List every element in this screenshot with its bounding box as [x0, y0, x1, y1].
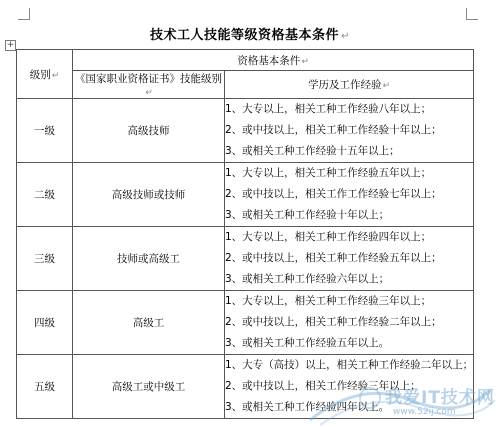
watermark-brand: 我爱IT技术网	[385, 388, 495, 408]
education-line: 2、或中技以上，相关工作经验三年以上；	[225, 380, 421, 392]
education-line: 2、或中技以上，相关工种工作经验二年以上；	[225, 316, 442, 328]
cert-cell: 高级技师	[73, 99, 225, 163]
table-row	[17, 227, 474, 291]
header-row-1	[17, 50, 474, 71]
paragraph-mark-icon: ↵	[301, 56, 309, 67]
education-cell	[225, 291, 474, 355]
paragraph-mark-icon: ↵	[341, 31, 350, 42]
header-row-2	[17, 71, 474, 99]
move-cross-icon[interactable]: +	[6, 40, 15, 50]
education-line: 2、或中技以上，相关工种工作经验五年以上；	[225, 252, 442, 264]
education-line: 3、或相关工种工作经验六年以上；	[225, 273, 390, 285]
table-row	[17, 99, 474, 163]
level-cell: 一级	[17, 99, 73, 163]
header-cert-level: 《国家职业资格证书》技能级别↵	[73, 71, 225, 99]
education-line: 1、大专（高技）以上，相关工种工作经验二年以上；	[225, 359, 474, 371]
education-line: 3、或相关工种工作经验四年以上。	[225, 401, 390, 413]
education-cell	[225, 163, 474, 227]
education-line: 2、或中技以上，相关工作工作经验七年以上；	[225, 188, 442, 200]
page-corner-mark-right	[466, 8, 478, 20]
education-line: 3、或相关工种工作经验十五年以上；	[225, 145, 400, 157]
level-cell: 四级	[17, 291, 73, 355]
document-title: 技术工人技能等级资格基本条件 ↵	[150, 28, 350, 43]
qualification-table	[16, 49, 474, 419]
education-cell	[225, 227, 474, 291]
education-line: 2、或中技以上，相关工种工作经验十年以上；	[225, 124, 442, 136]
header-basic-conditions: 资格基本条件↵	[73, 50, 474, 71]
paragraph-mark-icon: ↵	[145, 88, 153, 98]
level-cell: 二级	[17, 163, 73, 227]
header-education: 学历及工作经验↵	[225, 71, 474, 99]
education-line: 3、或相关工种工作经验五年以上。	[225, 337, 390, 349]
cert-cell: 高级技师或技师	[73, 163, 225, 227]
cert-cell: 高级工或中级工	[73, 355, 225, 419]
education-line: 3、或相关工种工作经验十年以上；	[225, 209, 390, 221]
table-row	[17, 291, 474, 355]
education-line: 1、大专以上，相关工种工作经验五年以上；	[225, 167, 432, 179]
paragraph-mark-icon: ↵	[51, 70, 60, 81]
level-cell: 三级	[17, 227, 73, 291]
cert-cell: 技师或高级工	[73, 227, 225, 291]
education-line: 1、大专以上，相关工种工作经验四年以上；	[225, 231, 432, 243]
education-line: 1、大专以上，相关工种工作经验三年以上；	[225, 295, 432, 307]
page-corner-mark-left	[18, 8, 30, 20]
table-row	[17, 163, 474, 227]
education-cell	[225, 99, 474, 163]
watermark-url: www.52ij.com	[393, 407, 456, 417]
paragraph-mark-icon: ↵	[382, 81, 391, 91]
level-cell: 五级	[17, 355, 73, 419]
education-line: 1、大专以上，相关工种工作经验八年以上；	[225, 103, 432, 115]
header-level: 级别↵	[17, 50, 73, 99]
cert-cell: 高级工	[73, 291, 225, 355]
